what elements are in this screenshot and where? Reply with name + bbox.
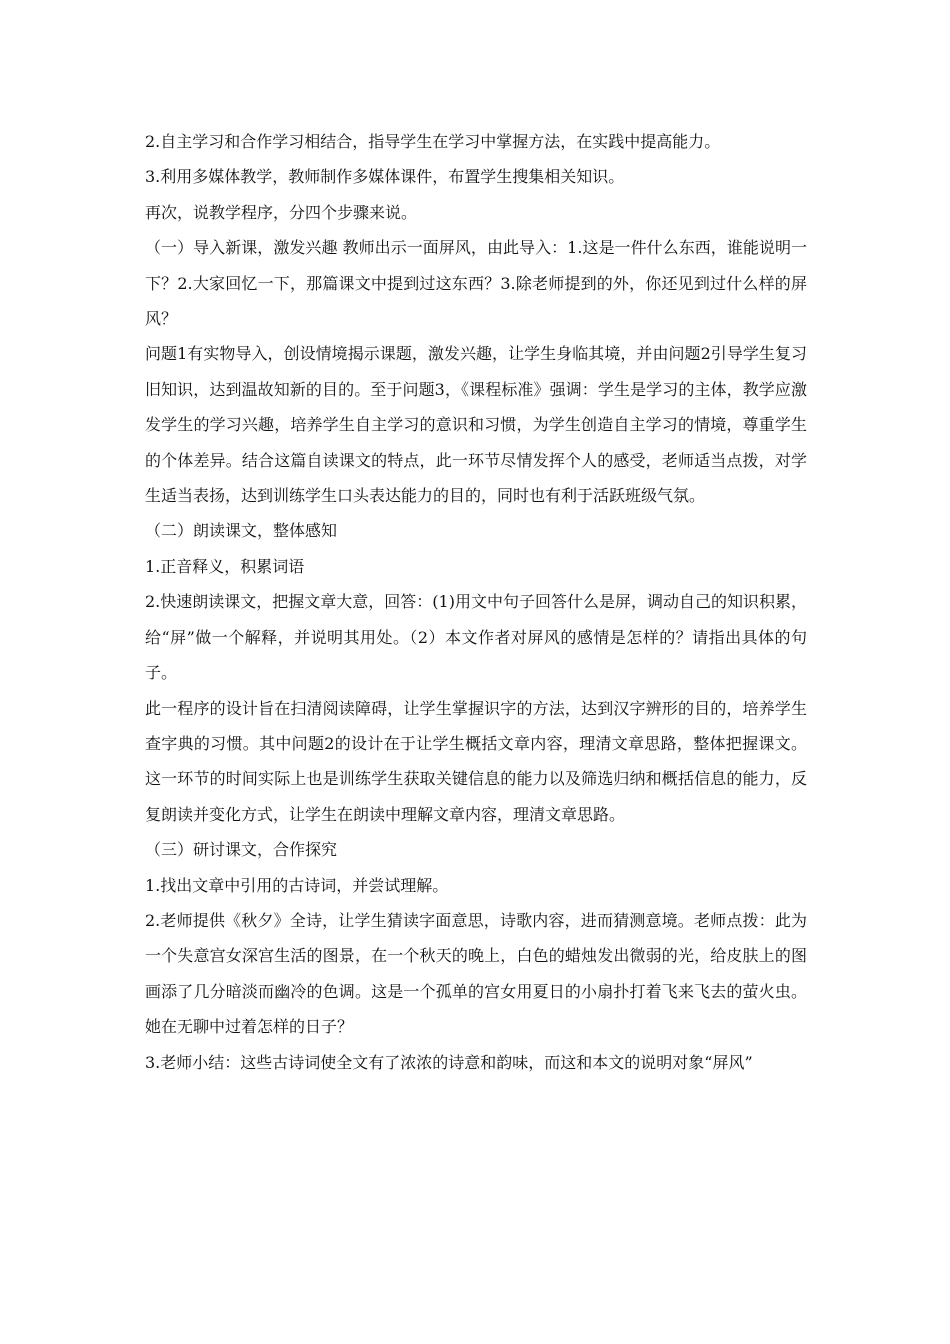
paragraph-step-3-item-1: 1.找出文章中引用的古诗词，并尝试理解。 — [145, 875, 449, 895]
paragraph-step-2-item-1: 1.正音释义，积累词语 — [145, 556, 305, 576]
paragraph-step-1: （一）导入新课，激发兴趣 教师出示一面屏风，由此导入：1.这是一件什么东西，谁能说明一下？2.大家回忆一下，那篇课文中提到过这东西？3.除老师提到的外，你还见到过什么样的屏风？ — [145, 238, 807, 329]
paragraph-step-1-explanation: 问题1有实物导入，创设情境揭示课题，激发兴趣，让学生身临其境，并由问题2引导学生复习旧知识，达到温故知新的目的。至于问题3，《课程标准》强调：学生是学习的主体，教学应激发学生的学习兴趣，培养学生自主学习的意识和习惯，为学生创造自主学习的情境，尊重学生的个体差异。结合这篇自读课文的特点，此一环节尽情发挥个人的感受，老师适当点拨，对学生适当表扬，达到训练学生口头表达能力的目的，同时也有利于活跃班级气氛。 — [145, 344, 807, 506]
paragraph-method-3: 3.利用多媒体教学，教师制作多媒体课件，布置学生搜集相关知识。 — [145, 167, 625, 187]
paragraph-step-3-item-2: 2.老师提供《秋夕》全诗，让学生猜读字面意思，诗歌内容，进而猜测意境。老师点拨：此为一个失意宫女深宫生活的图景，在一个秋天的晚上，白色的蜡烛发出微弱的光，给皮肤上的图画添了几分暗淡而幽冷的色调。这是一个孤单的宫女用夏日的小扇扑打着飞来飞去的萤火虫。她在无聊中过着怎样的日子？ — [145, 910, 807, 1037]
paragraph-step-2-item-2: 2.快速朗读课文，把握文章大意，回答：(1)用文中句子回答什么是屏，调动自己的知识积累，给“屏”做一个解释，并说明其用处。（2）本文作者对屏风的感情是怎样的？请指出具体的句子。 — [145, 592, 807, 683]
paragraph-step-3-item-3: 3.老师小结：这些古诗词使全文有了浓浓的诗意和韵味，而这和本文的说明对象“屏风” — [145, 1052, 753, 1072]
document-body — [145, 124, 807, 1080]
paragraph-method-2: 2.自主学习和合作学习相结合，指导学生在学习中掌握方法，在实践中提高能力。 — [145, 132, 721, 151]
paragraph-step-2-heading: （二）朗读课文，整体感知 — [145, 521, 338, 541]
paragraph-step-2-explanation: 此一程序的设计旨在扫清阅读障碍，让学生掌握识字的方法，达到汉字辨形的目的，培养学生查字典的习惯。其中问题2的设计在于让学生概括文章内容，理清文章思路，整体把握课文。这一环节的时间实际上也是训练学生获取关键信息的能力以及筛选归纳和概括信息的能力，反复朗读并变化方式，让学生在朗读中理解文章内容，理清文章思路。 — [145, 698, 807, 824]
paragraph-step-3-heading: （三）研讨课文，合作探究 — [145, 840, 338, 860]
paragraph-procedure-intro: 再次，说教学程序，分四个步骤来说。 — [145, 202, 418, 222]
